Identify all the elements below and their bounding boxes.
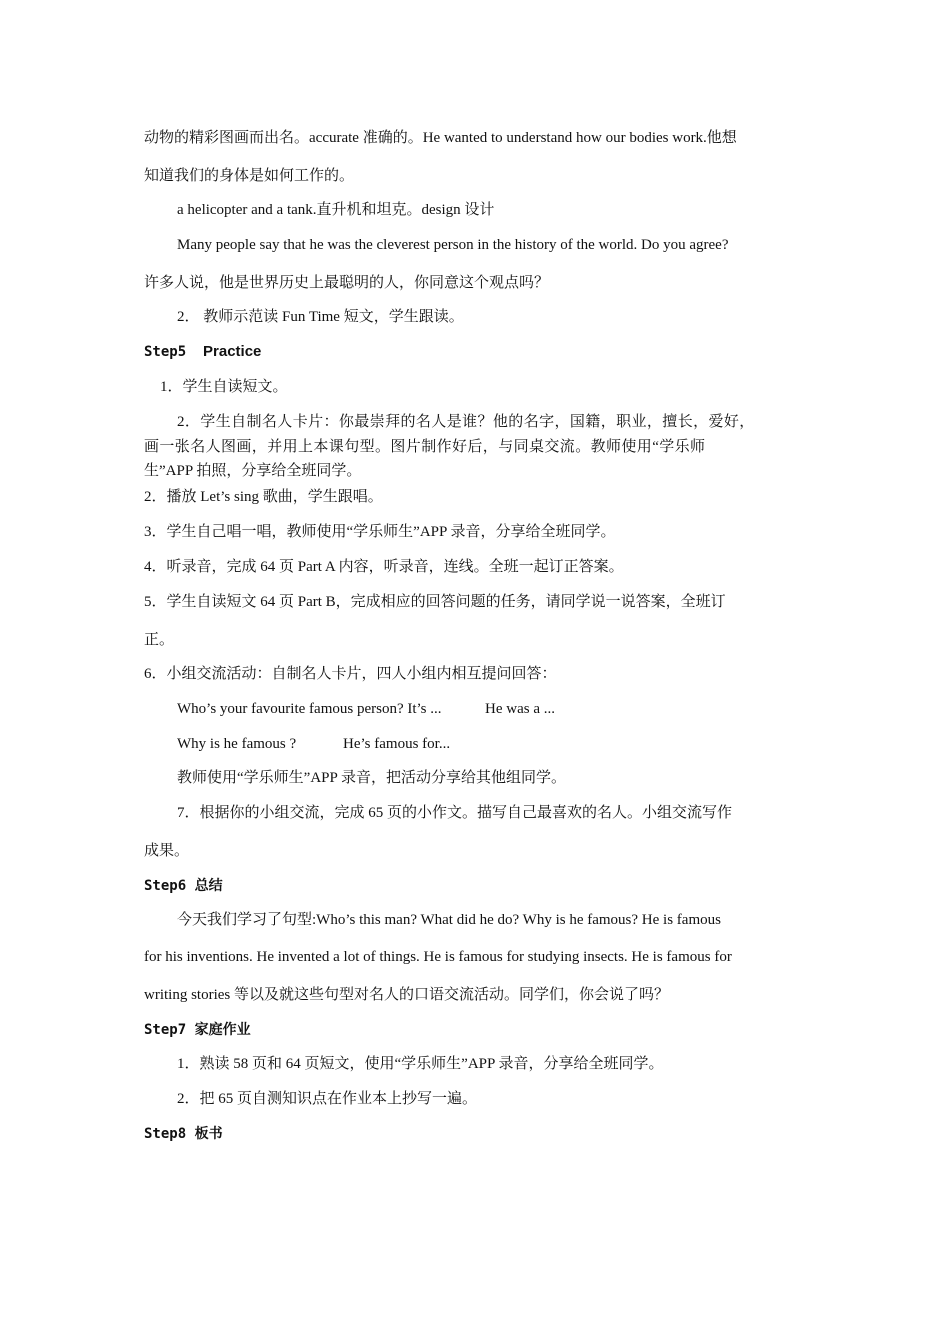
step-label: Step8: [144, 1126, 187, 1142]
list-item: 3．学生自己唱一唱，教师使用“学乐师生”APP 录音，分享给全班同学。: [144, 524, 616, 540]
paragraph-line: 教师使用“学乐师生”APP 录音，把活动分享给其他组同学。: [177, 770, 567, 786]
dialogue-answer: He was a ...: [485, 701, 555, 717]
dialogue-question: Why is he famous ?: [177, 736, 297, 752]
list-item: 1．学生自读短文。: [160, 379, 288, 395]
step-title: 家庭作业: [194, 1022, 251, 1038]
list-item: 2．把 65 页自测知识点在作业本上抄写一遍。: [177, 1091, 478, 1107]
paragraph-line: 画一张名人图画，并用上本课句型。图片制作好后，与同桌交流。教师使用“学乐师: [144, 439, 706, 455]
list-item: 7．根据你的小组交流，完成 65 页的小作文。描写自己最喜欢的名人。小组交流写作: [177, 805, 733, 821]
list-item: 6．小组交流活动：自制名人卡片，四人小组内相互提问回答：: [144, 666, 557, 682]
step-label: Step6: [144, 878, 187, 894]
list-item: 2． 教师示范读 Fun Time 短文，学生跟读。: [177, 309, 464, 325]
section-heading-step5: [144, 342, 261, 362]
list-item: 2．播放 Let’s sing 歌曲，学生跟唱。: [144, 489, 383, 505]
section-heading-step7: [144, 1020, 251, 1040]
list-item: 5．学生自读短文 64 页 Part B，完成相应的回答问题的任务，请同学说一说答案，全班订: [144, 594, 726, 610]
paragraph-line: 正。: [144, 632, 175, 648]
paragraph-line: a helicopter and a tank.直升机和坦克。design 设计: [177, 202, 495, 218]
step-label: Step5: [144, 344, 187, 360]
dialogue-question: Who’s your favourite famous person? It’s ...: [177, 701, 442, 717]
paragraph-line: 知道我们的身体是如何工作的。: [144, 168, 355, 184]
paragraph-line: 今天我们学习了句型:Who’s this man? What did he do? Why is he famous? He is famous: [177, 912, 721, 928]
step-title: Practice: [203, 343, 262, 360]
step-title: 板书: [194, 1126, 223, 1142]
paragraph-line: 成果。: [144, 843, 190, 859]
list-item: 1．熟读 58 页和 64 页短文，使用“学乐师生”APP 录音，分享给全班同学。: [177, 1056, 664, 1072]
step-title: 总结: [194, 878, 223, 894]
paragraph-line: Many people say that he was the cleverest person in the history of the world. Do you agree?: [177, 237, 729, 253]
section-heading-step6: [144, 876, 223, 896]
section-heading-step8: [144, 1124, 223, 1144]
list-item: 2．学生自制名人卡片：你最崇拜的名人是谁？他的名字，国籍，职业，擅长，爱好，: [177, 414, 755, 430]
dialogue-answer: He’s famous for...: [343, 736, 451, 752]
paragraph-line: 动物的精彩图画而出名。accurate 准确的。He wanted to understand how our bodies work.他想: [144, 130, 737, 146]
paragraph-line: 生”APP 拍照，分享给全班同学。: [144, 463, 362, 479]
list-item: 4．听录音，完成 64 页 Part A 内容，听录音，连线。全班一起订正答案。: [144, 559, 624, 575]
step-label: Step7: [144, 1022, 187, 1038]
paragraph-line: writing stories 等以及就这些句型对名人的口语交流活动。同学们，你会说了吗？: [144, 987, 669, 1003]
paragraph-line: 许多人说，他是世界历史上最聪明的人，你同意这个观点吗？: [144, 275, 550, 291]
paragraph-line: for his inventions. He invented a lot of things. He is famous for studying insects. He is famous for: [144, 949, 732, 965]
